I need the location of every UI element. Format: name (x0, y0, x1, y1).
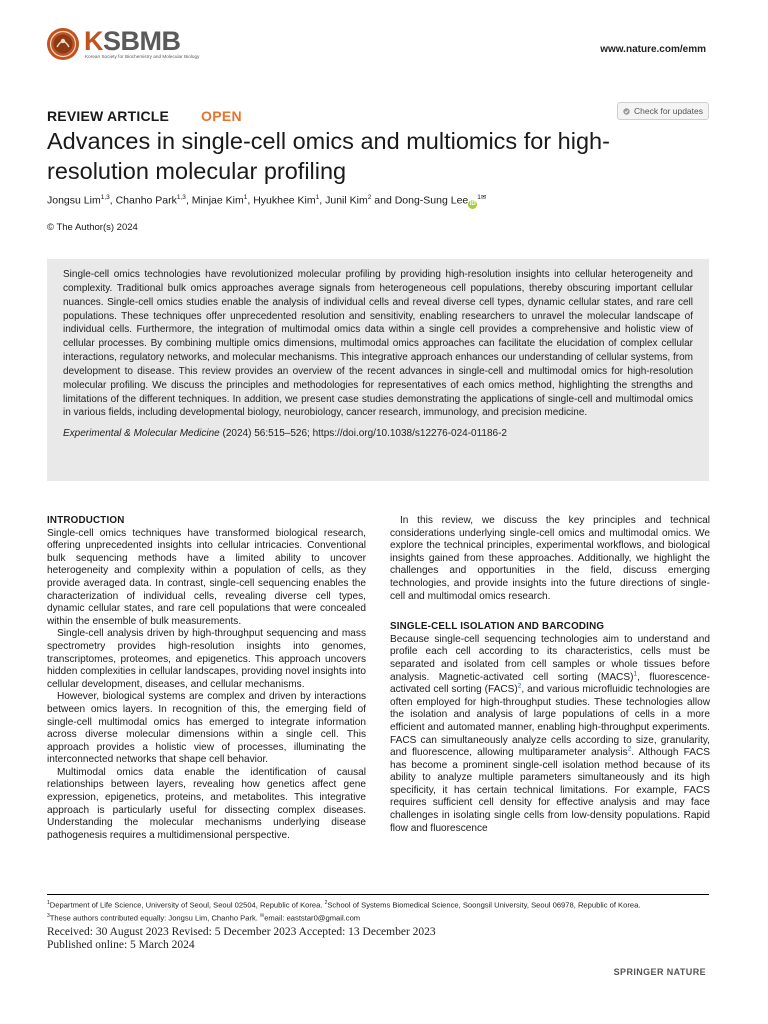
publisher-logo: SPRINGER NATURE (613, 967, 706, 977)
author-name[interactable]: Jongsu Lim (47, 194, 101, 207)
citation-journal: Experimental & Molecular Medicine (63, 428, 220, 440)
author-name[interactable]: Dong-Sung Lee (394, 194, 469, 207)
paragraph: Because single-cell sequencing technologies aim to understand and profile each cell according to its characteristics, cells must be separated and isolated from cell samples or whole tissues before analysis. Magnetic-activated cell sorting (MACS)$^1$, fluorescence-activated cell sorting (FACS)$^2$, and various microfluidic technologies are often employed for high-throughput studies. These technologies allow the isolation and analysis of large populations of cells in a more efficient and automated manner, enabling high-throughput experiments. FACS can simultaneously analyze cells according to size, granularity, and fluorescence, allowing multiparameter analysis$^2$. Although FACS has become a prominent single-cell isolation method because of its ability to analyze multiple parameters simultaneously and its high specificity, it has certain technical limitations. For example, FACS requires sufficient cell density for effective analysis and may face challenges in isolating single cells from low-density populations. Rapid flow and fluorescence (390, 633, 711, 834)
author-list (47, 193, 486, 209)
author-name[interactable]: Chanho Park (115, 194, 177, 207)
citation-ref-2[interactable]: 2 (517, 682, 522, 690)
footnote-line-1: $^1$Department of Life Science, University of Seoul, Seoul 02504, Republic of Korea. $^2$School of Systems Biomedical Science, Soongsil University, Seoul 06978, Republic of Korea. (47, 900, 641, 910)
author-affiliation: 1,3 (176, 194, 186, 201)
check-for-updates-button[interactable] (617, 102, 709, 120)
logo-subtext: Korean Society for Biochemistry and Molecular Biology (85, 54, 200, 59)
orcid-icon[interactable]: iD (469, 200, 476, 207)
paragraph: However, biological systems are complex and driven by interactions between omics layers. In recognition of this, the emerging field of single-cell multimodal omics has emerged to integrate information across diverse molecular dimensions within a single cell. This approach provides a holistic view of processes, illuminating the interconnected networks that shape cell behavior. (47, 691, 366, 766)
left-column (47, 515, 366, 842)
affiliation-footnotes (47, 898, 717, 925)
logo-wordmark: KSBMB (84, 26, 181, 56)
author-affiliation: 1,3 (100, 194, 110, 201)
email-icon[interactable]: ✉ (480, 194, 487, 201)
author-name[interactable]: Hyukhee Kim (253, 194, 316, 207)
citation-details: (2024) 56:515–526; https://doi.org/10.1038/s12276-024-01186-2 (219, 428, 507, 440)
author-affiliation: 1 (477, 194, 481, 201)
copyright-notice: © The Author(s) 2024 (47, 222, 138, 233)
author-name[interactable]: Junil Kim (325, 194, 368, 207)
paragraph: In this review, we discuss the key principles and technical considerations underlying single-cell omics and multimodal omics. We explore the technical principles, experimental workflows, and biological insights gained from these approaches. Additionally, we highlight the challenges and opportunities in the field, discuss emerging technologies, and provide insights into the future directions of single-cell and multimodal omics research. (390, 515, 710, 602)
section-heading-introduction: INTRODUCTION (47, 515, 125, 526)
author-separator: , (185, 194, 192, 207)
received-revised-accepted: Received: 30 August 2023 Revised: 5 December 2023 Accepted: 13 December 2023 (47, 926, 436, 938)
article-type-label: REVIEW ARTICLE (47, 108, 170, 124)
author-name[interactable]: Minjae Kim (191, 194, 244, 207)
section-heading-isolation-barcoding: SINGLE-CELL ISOLATION AND BARCODING (390, 621, 605, 633)
paragraph: Single-cell omics techniques have transformed biological research, offering unprecedented insights into cellular intricacies. Conventional bulk sequencing methods have a limited ability to uncover heterogeneity and complexity within a population of cells, as they provide averaged data. In contrast, single-cell sequencing enables the characterization of individual cells, revealing diverse cell types, dynamic cellular states, and rare cell populations that were concealed within the ensemble of bulk measurements. (47, 527, 366, 627)
paragraph: Single-cell analysis driven by high-throughput sequencing and mass spectrometry provides high-resolution insights into genomes, transcriptomes, proteomes, and epigenetics. This approach uncovers hidden complexities in cellular landscapes, providing novel insights into cellular development, diseases, and cellular mechanisms. (47, 628, 366, 690)
check-updates-icon (623, 106, 630, 117)
citation-ref-1[interactable]: 1 (633, 670, 638, 678)
published-online: Published online: 5 March 2024 (47, 939, 195, 951)
article-title: Advances in single-cell omics and multiomics for high-resolution molecular profiling (47, 128, 610, 184)
ksbmb-logo (46, 26, 200, 63)
publication-dates (47, 926, 436, 952)
abstract-text: Single-cell omics technologies have revolutionized molecular profiling by providing high-resolution insights into cellular heterogeneity and complexity. Traditional bulk omics approaches average signals from heterogeneous cell populations, thereby obscuring important cellular nuances. Single-cell omics studies enable the analysis of individual cells and reveal diverse cell types, dynamic cellular states, and rare cell populations. These techniques offer unprecedented resolution and sensitivity, enabling researchers to unravel the molecular landscape of individual cells. Furthermore, the integration of multimodal omics data within a single cell provides a comprehensive and holistic view of cellular processes. By combining multiple omics dimensions, multimodal omics approaches can facilitate the elucidation of complex cellular interactions, regulatory networks, and molecular mechanisms. This integrative approach enhances our understanding of cellular systems, from development to disease. This review provides an overview of the recent advances in single-cell and multimodal omics for high-resolution molecular profiling. We discuss the principles and methodologies for representatives of each omics method, highlighting the strengths and limitations of the different techniques. In addition, we present case studies demonstrating the applications of single-cell and multimodal omics in various fields, including developmental biology, neurobiology, cancer research, immunology, and precision medicine. (63, 269, 693, 419)
author-affiliation: 1 (243, 194, 248, 201)
author-separator: , (109, 194, 116, 207)
email-icon: ✉ (260, 913, 265, 920)
check-updates-label: Check for updates (634, 106, 703, 116)
right-column (390, 515, 710, 835)
citation-ref-2b[interactable]: 2 (627, 745, 632, 753)
paragraph: Multimodal omics data enable the identification of causal relationships between layers, revealing how genetics affect gene expression, epigenetics, proteins, and metabolites. This integrative approach is particularly useful for dissecting complex diseases. Understanding the molecular mechanisms underlying disease pathogenesis requires a multidimensional perspective. (47, 766, 366, 841)
author-separator: and (371, 194, 395, 207)
footnote-line-2: $^3$These authors contributed equally: Jongsu Lim, Chanho Park. ✉email: eaststar0@gmail.com (47, 913, 361, 923)
footnote-divider (47, 894, 709, 895)
corresponding-email[interactable]: email: eaststar0@gmail.com (264, 913, 361, 923)
ksbmb-emblem-icon (46, 27, 80, 61)
journal-url-link[interactable]: www.nature.com/emm (600, 44, 706, 55)
author-affiliation: 2 (367, 194, 372, 201)
author-affiliation: 1 (315, 194, 320, 201)
abstract-box (47, 259, 709, 481)
author-separator: , (319, 194, 326, 207)
citation-line (63, 428, 693, 439)
open-access-label: OPEN (201, 108, 242, 124)
author-separator: , (247, 194, 254, 207)
